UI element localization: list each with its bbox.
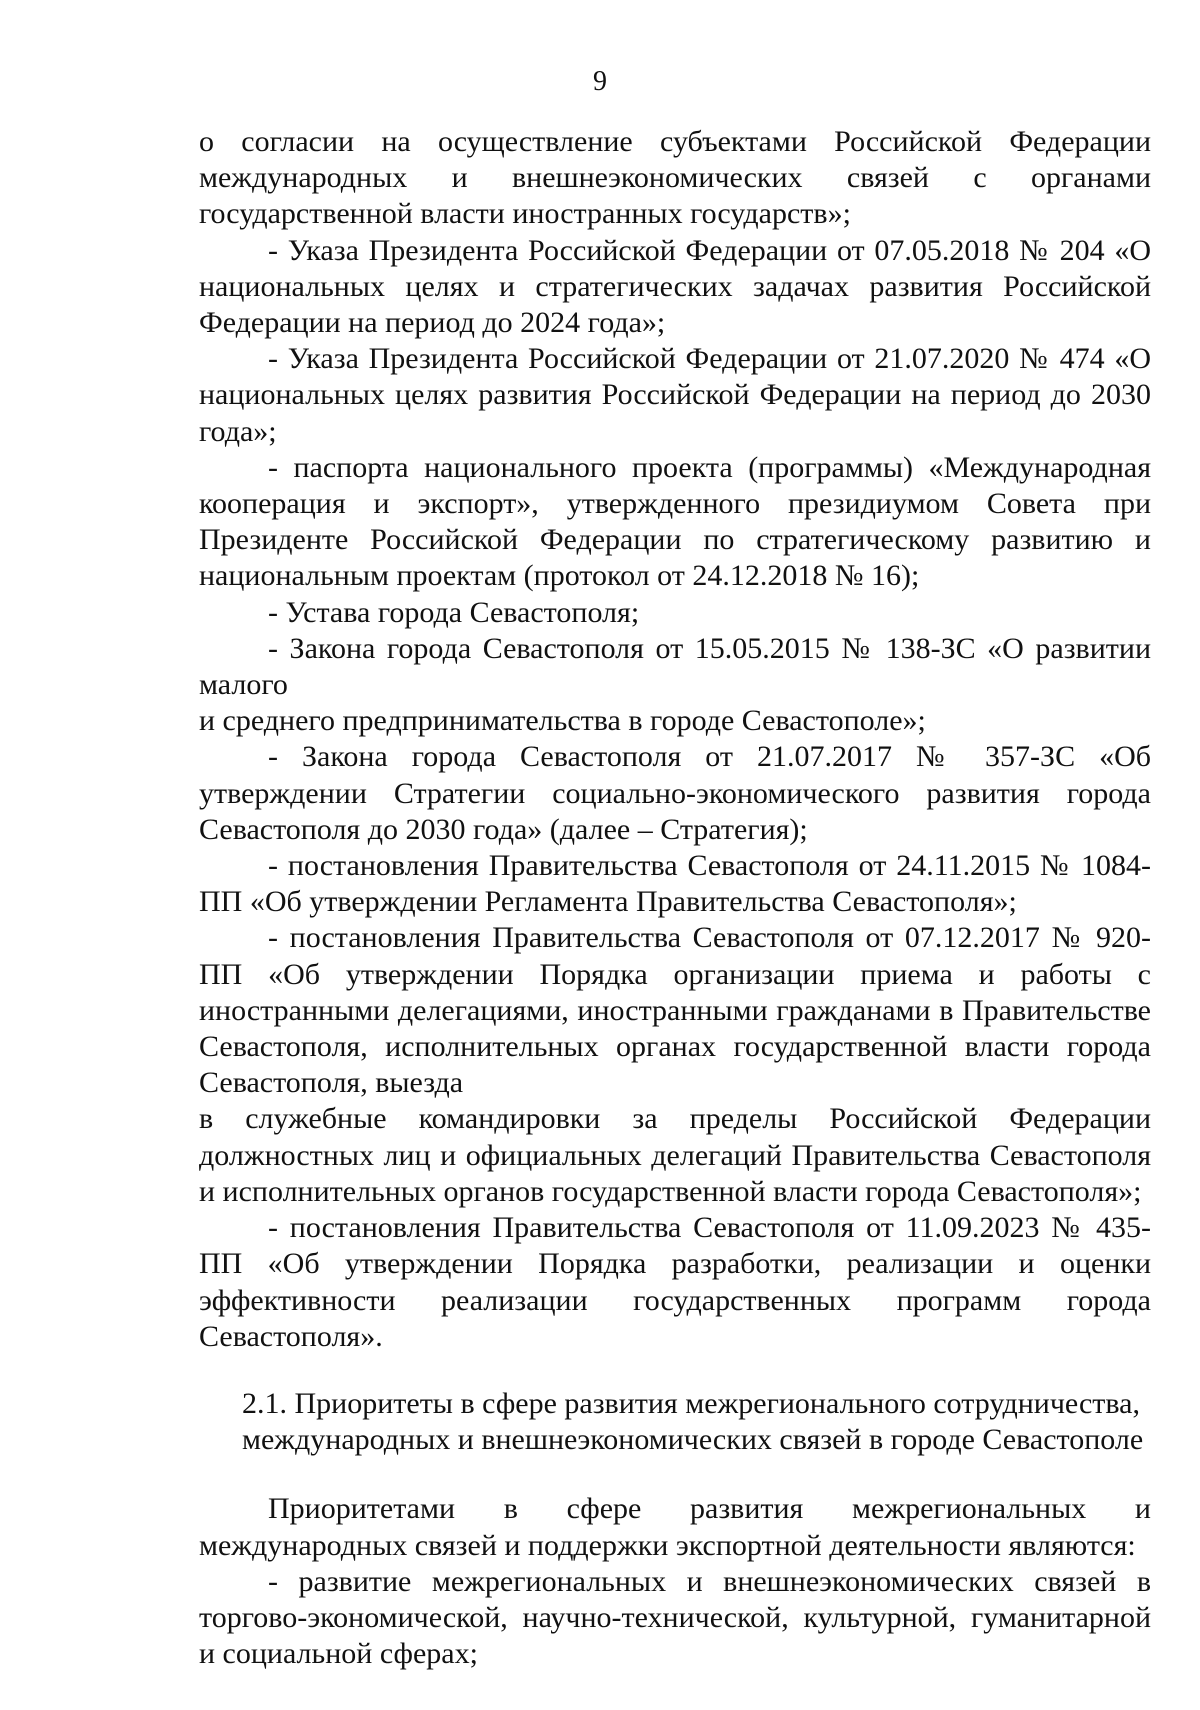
list-item-resolution-920-continuation: в служебные командировки за пределы Российской Федерации должностных лиц и официальных делегаций Правительства Севастополя и исполнительных органов государственной власти города Севастополя»;: [199, 1102, 1151, 1208]
page-number: 9: [593, 66, 607, 97]
list-item-law-357: - Закона города Севастополя от 21.07.2017 № 357-ЗС «Об утверждении Стратегии социально-экономического развития города Севастополя до 2030 года» (далее – Стратегия);: [199, 740, 1151, 846]
document-body: [199, 124, 1151, 1672]
section-spacer: [199, 1458, 1151, 1491]
list-item-law-138-continuation: и среднего предпринимательства в городе Севастополе»;: [199, 704, 926, 738]
paragraph-continuation: о согласии на осуществление субъектами Российской Федерации международных и внешнеэкономических связей с органами государственной власти иностранных государств»;: [199, 125, 1151, 231]
list-item-national-project-passport: - паспорта национального проекта (программы) «Международная кооперация и экспорт», утвержденного президиумом Совета при Президенте Российской Федерации по стратегическому развитию и национальным проектам (протокол от 24.12.2018 № 16);: [199, 450, 1151, 593]
list-item-resolution-435: - постановления Правительства Севастополя от 11.09.2023 № 435-ПП «Об утверждении Порядка разработки, реализации и оценки эффективности реализации государственных программ города Севастополя».: [199, 1211, 1151, 1353]
list-item-city-charter: - Устава города Севастополя;: [268, 595, 640, 629]
section-heading-line-1: 2.1. Приоритеты в сфере развития межрегионального сотрудничества,: [242, 1386, 1140, 1420]
list-item-law-138: - Закона города Севастополя от 15.05.2015 № 138-ЗС «О развитии малого: [199, 631, 1151, 702]
list-item-decree-204: - Указа Президента Российской Федерации от 07.05.2018 № 204 «О национальных целях и стратегических задачах развития Российской Федерации на период до 2024 года»;: [199, 233, 1151, 340]
section-heading-line-2: международных и внешнеэкономических связей в городе Севастополе: [242, 1423, 1144, 1457]
section-spacer: [199, 1355, 1151, 1386]
list-item-decree-474: - Указа Президента Российской Федерации от 21.07.2020 № 474 «О национальных целях развития Российской Федерации на период до 2030 года»;: [199, 342, 1151, 448]
list-item-development-relations: - развитие межрегиональных и внешнеэкономических связей в торгово-экономической, научно-технической, культурной, гуманитарной и социальной сферах;: [199, 1564, 1151, 1671]
section-intro-paragraph: Приоритетами в сфере развития межрегиональных и международных связей и поддержки экспортной деятельности являются:: [199, 1492, 1151, 1562]
list-item-resolution-920: - постановления Правительства Севастополя от 07.12.2017 № 920-ПП «Об утверждении Порядка организации приема и работы с иностранными делегациями, иностранными гражданами в Правительстве Севастополя, исполнительных органах государственной власти города Севастополя, выезда: [199, 921, 1151, 1100]
list-item-resolution-1084: - постановления Правительства Севастополя от 24.11.2015 № 1084-ПП «Об утверждении Регламента Правительства Севастополя»;: [199, 849, 1151, 919]
